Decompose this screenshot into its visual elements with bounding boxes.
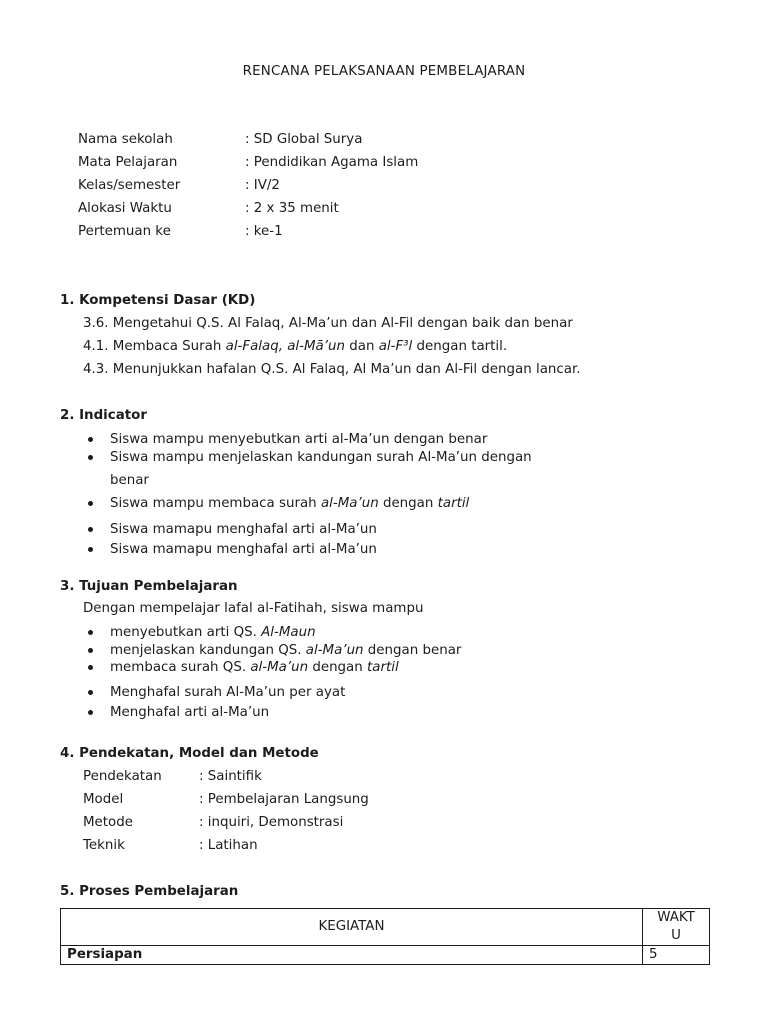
method-value: : inquiri, Demonstrasi [199, 815, 344, 830]
bullet-icon [88, 665, 93, 670]
table-header-kegiatan: KEGIATAN [61, 909, 643, 946]
table-header-waktu: WAKT U [643, 909, 710, 946]
identity-value: : IV/2 [245, 178, 280, 193]
tujuan-item: Menghafal surah Al-Ma’un per ayat [110, 685, 346, 700]
identity-label: Pertemuan ke [78, 224, 171, 239]
bullet-icon [88, 710, 93, 715]
identity-label: Kelas/semester [78, 178, 181, 193]
kd-item: 3.6. Mengetahui Q.S. Al Falaq, Al-Ma’un dan Al-Fil dengan baik dan benar [83, 316, 573, 331]
bullet-icon [88, 437, 93, 442]
indicator-item: Siswa mamapu menghafal arti al-Ma’un [110, 522, 377, 537]
section-heading-pendekatan: 4. Pendekatan, Model dan Metode [60, 746, 319, 761]
process-table [60, 908, 710, 965]
method-value: : Pembelajaran Langsung [199, 792, 369, 807]
table-cell-waktu: 5 [643, 946, 710, 965]
section-heading-tujuan: 3. Tujuan Pembelajaran [60, 579, 238, 594]
identity-value: : 2 x 35 menit [245, 201, 339, 216]
bullet-icon [88, 648, 93, 653]
document-title: RENCANA PELAKSANAAN PEMBELAJARAN [242, 64, 526, 79]
indicator-item: Siswa mampu menyebutkan arti al-Ma’un dengan benar [110, 432, 488, 447]
indicator-item: Siswa mampu membaca surah al-Ma’un dengan tartil [110, 496, 470, 511]
table-header-row [61, 909, 710, 946]
method-label: Teknik [83, 838, 125, 853]
identity-label: Alokasi Waktu [78, 201, 172, 216]
method-value: : Saintifik [199, 769, 262, 784]
bullet-icon [88, 501, 93, 506]
identity-label: Nama sekolah [78, 132, 173, 147]
table-cell-kegiatan: Persiapan [61, 946, 643, 965]
section-heading-kd: 1. Kompetensi Dasar (KD) [60, 293, 256, 308]
indicator-item: Siswa mampu menjelaskan kandungan surah Al-Ma’un dengan [110, 450, 532, 465]
bullet-icon [88, 455, 93, 460]
identity-value: : SD Global Surya [245, 132, 363, 147]
method-label: Metode [83, 815, 133, 830]
kd-item: 4.3. Menunjukkan hafalan Q.S. Al Falaq, Al Ma’un dan Al-Fil dengan lancar. [83, 362, 581, 377]
identity-value: : Pendidikan Agama Islam [245, 155, 419, 170]
bullet-icon [88, 630, 93, 635]
tujuan-intro: Dengan mempelajar lafal al-Fatihah, siswa mampu [83, 601, 424, 616]
bullet-icon [88, 527, 93, 532]
tujuan-item: menjelaskan kandungan QS. al-Ma’un dengan benar [110, 643, 462, 658]
identity-value: : ke-1 [245, 224, 283, 239]
method-label: Model [83, 792, 124, 807]
tujuan-item: membaca surah QS. al-Ma’un dengan tartil [110, 660, 399, 675]
tujuan-item: Menghafal arti al-Ma’un [110, 705, 270, 720]
section-heading-proses: 5. Proses Pembelajaran [60, 884, 239, 899]
method-value: : Latihan [199, 838, 258, 853]
section-heading-indicator: 2. Indicator [60, 408, 147, 423]
bullet-icon [88, 547, 93, 552]
bullet-icon [88, 690, 93, 695]
identity-label: Mata Pelajaran [78, 155, 178, 170]
kd-item: 4.1. Membaca Surah al-Falaq, al-Mā’un dan al-F³l dengan tartil. [83, 339, 508, 354]
table-row [61, 946, 710, 965]
tujuan-item: menyebutkan arti QS. Al-Maun [110, 625, 316, 640]
method-label: Pendekatan [83, 769, 162, 784]
indicator-item-continuation: benar [110, 473, 149, 488]
indicator-item: Siswa mamapu menghafal arti al-Ma’un [110, 542, 377, 557]
